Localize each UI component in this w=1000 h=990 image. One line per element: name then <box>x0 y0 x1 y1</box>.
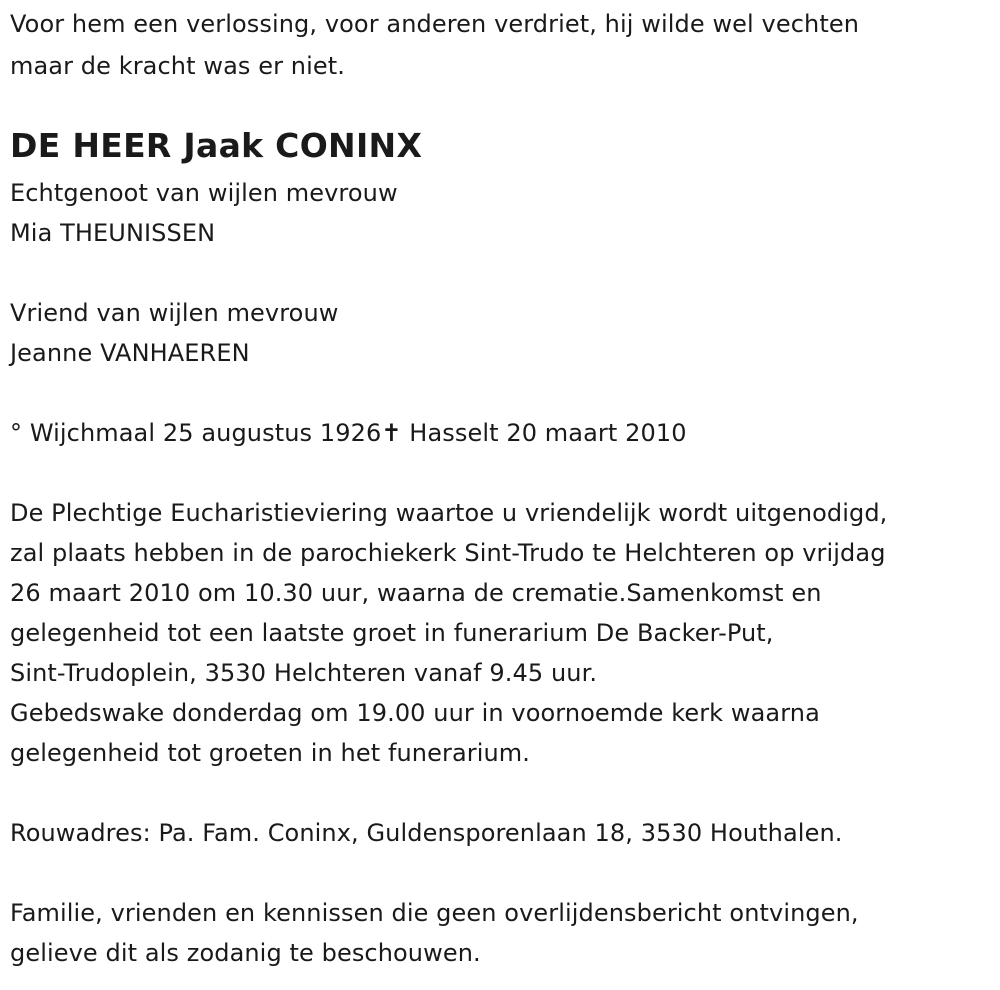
closing-line-1: Familie, vrienden en kennissen die geen overlijdensbericht ontvingen, <box>10 899 859 927</box>
cross-icon: ✝ <box>381 419 402 447</box>
spouse-intro: Echtgenoot van wijlen mevrouw <box>10 179 398 207</box>
mourning-address: Rouwadres: Pa. Fam. Coninx, Guldensporenlaan 18, 3530 Houthalen. <box>10 819 843 847</box>
ceremony-line-2: zal plaats hebben in de parochiekerk Sint-Trudo te Helchteren op vrijdag <box>10 539 886 567</box>
ceremony-line-5: Sint-Trudoplein, 3530 Helchteren vanaf 9.45 uur. <box>10 659 598 687</box>
ceremony-line-4: gelegenheid tot een laatste groet in funerarium De Backer-Put, <box>10 619 774 647</box>
ceremony-line-3: 26 maart 2010 om 10.30 uur, waarna de crematie.Samenkomst en <box>10 579 822 607</box>
birth-date: ° Wijchmaal 25 augustus 1926 <box>10 419 382 447</box>
deceased-name: DE HEER Jaak CONINX <box>10 126 423 165</box>
ceremony-line-7: gelegenheid tot groeten in het funerarium. <box>10 739 531 767</box>
friend-intro: Vriend van wijlen mevrouw <box>10 299 339 327</box>
life-dates <box>10 413 687 453</box>
ceremony-line-6: Gebedswake donderdag om 19.00 uur in voornoemde kerk waarna <box>10 699 820 727</box>
ceremony-line-1: De Plechtige Eucharistieviering waartoe u vriendelijk wordt uitgenodigd, <box>10 499 888 527</box>
death-date: Hasselt 20 maart 2010 <box>409 419 687 447</box>
closing-line-2: gelieve dit als zodanig te beschouwen. <box>10 939 481 967</box>
spouse-name: Mia THEUNISSEN <box>10 219 216 247</box>
motto-line-2: maar de kracht was er niet. <box>10 52 345 80</box>
friend-name: Jeanne VANHAEREN <box>10 339 250 367</box>
motto-line-1: Voor hem een verlossing, voor anderen verdriet, hij wilde wel vechten <box>10 10 860 38</box>
